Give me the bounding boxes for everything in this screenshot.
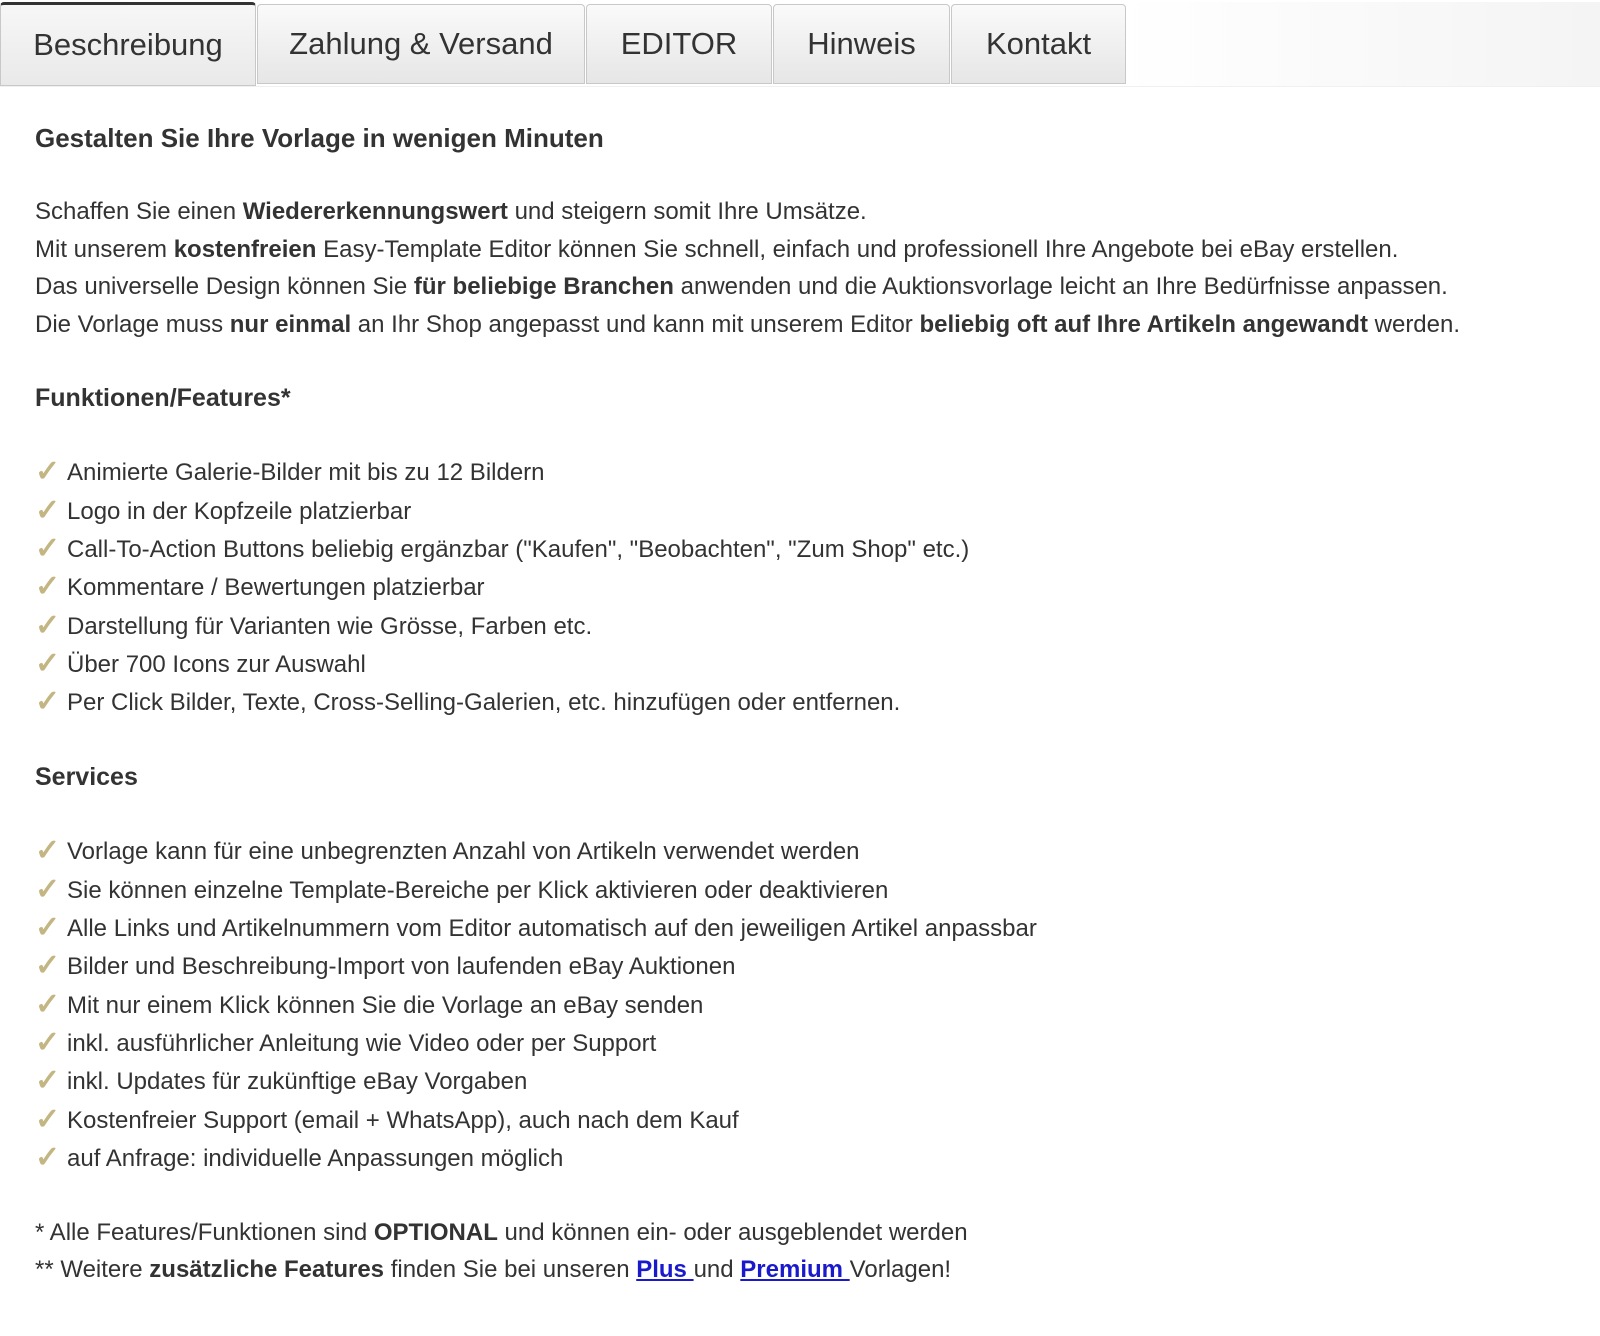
checkmark-icon: ✓: [35, 493, 61, 527]
footnote-bold: OPTIONAL: [373, 1219, 498, 1247]
intro-text: werden.: [1367, 310, 1461, 338]
intro-line-2: [35, 231, 1595, 269]
intro-bold: Wiedererkennungswert: [242, 198, 508, 225]
list-item: [35, 1025, 1595, 1063]
checkmark-icon: ✓: [35, 949, 61, 983]
intro-text: anwenden und die Auktionsvorlage leicht an Ihre Bedürfnisse anpassen.: [673, 273, 1448, 301]
tab-zahlung-versand[interactable]: Zahlung & Versand: [257, 4, 585, 84]
checkmark-icon: ✓: [35, 987, 61, 1021]
checkmark-icon: ✓: [35, 834, 61, 868]
list-item: [35, 987, 1595, 1025]
intro-paragraph: [35, 193, 1595, 343]
intro-bold: beliebig oft auf Ihre Artikeln angewandt: [919, 310, 1368, 338]
intro-text: Mit unserem: [35, 235, 174, 263]
list-item: [35, 948, 1595, 986]
feature-text: Animierte Galerie-Bilder mit bis zu 12 Bildern: [67, 459, 545, 487]
checkmark-icon: ✓: [35, 608, 61, 642]
tab-bar: [0, 2, 1600, 87]
feature-text: Call-To-Action Buttons beliebig ergänzbar ("Kaufen", "Beobachten", "Zum Shop" etc.): [67, 535, 970, 563]
intro-text: Easy-Template Editor können Sie schnell, einfach und professionell Ihre Angebote bei eBay erstellen.: [316, 235, 1399, 263]
plus-link[interactable]: Plus: [636, 1256, 694, 1284]
list-item: [35, 910, 1595, 948]
footnote-text: ** Weitere: [35, 1256, 150, 1284]
list-item: [35, 872, 1595, 910]
service-text: inkl. ausführlicher Anleitung wie Video oder per Support: [67, 1029, 657, 1057]
features-list: [35, 454, 1595, 722]
intro-bold: für beliebige Branchen: [413, 273, 674, 301]
footnotes: [35, 1214, 1595, 1288]
list-item: [35, 454, 1595, 492]
list-item: [35, 646, 1595, 684]
list-item: [35, 1102, 1595, 1140]
checkmark-icon: ✓: [35, 1025, 61, 1059]
feature-text: Kommentare / Bewertungen platzierbar: [67, 574, 485, 602]
feature-text: Logo in der Kopfzeile platzierbar: [67, 497, 412, 525]
intro-line-4: [35, 306, 1595, 344]
checkmark-icon: ✓: [35, 1140, 61, 1174]
intro-bold: nur einmal: [229, 310, 352, 338]
tab-editor[interactable]: EDITOR: [586, 4, 772, 84]
service-text: Vorlage kann für eine unbegrenzten Anzahl von Artikeln verwendet werden: [67, 838, 860, 866]
service-text: Sie können einzelne Template-Bereiche per Klick aktivieren oder deaktivieren: [67, 876, 889, 904]
footnote-text: und können ein- oder ausgeblendet werden: [497, 1219, 968, 1247]
feature-text: Per Click Bilder, Texte, Cross-Selling-Galerien, etc. hinzufügen oder entfernen.: [67, 689, 901, 717]
services-heading: Services: [35, 763, 138, 792]
list-item: [35, 608, 1595, 646]
footnote-text: und: [693, 1256, 741, 1284]
footnote-1: [35, 1214, 1595, 1251]
footnote-text: * Alle Features/Funktionen sind: [35, 1219, 374, 1247]
service-text: inkl. Updates für zukünftige eBay Vorgaben: [67, 1068, 528, 1096]
list-item: [35, 531, 1595, 569]
description-content: [35, 118, 1595, 1288]
premium-link[interactable]: Premium: [740, 1256, 850, 1284]
tab-hinweis[interactable]: Hinweis: [773, 4, 950, 84]
footnote-text: finden Sie bei unseren: [384, 1256, 637, 1284]
service-text: Mit nur einem Klick können Sie die Vorlage an eBay senden: [67, 991, 704, 1019]
service-text: Alle Links und Artikelnummern vom Editor automatisch auf den jeweiligen Artikel anpassbar: [67, 915, 1037, 943]
checkmark-icon: ✓: [35, 1102, 61, 1136]
intro-text: Die Vorlage muss: [35, 310, 230, 338]
service-text: auf Anfrage: individuelle Anpassungen möglich: [67, 1144, 564, 1172]
checkmark-icon: ✓: [35, 646, 61, 680]
page-title: Gestalten Sie Ihre Vorlage in wenigen Minuten: [35, 123, 604, 153]
intro-line-3: [35, 268, 1595, 306]
intro-line-1: [35, 193, 1595, 231]
checkmark-icon: ✓: [35, 570, 61, 604]
list-item: [35, 833, 1595, 871]
service-text: Kostenfreier Support (email + WhatsApp), auch nach dem Kauf: [67, 1106, 739, 1134]
service-text: Bilder und Beschreibung-Import von laufenden eBay Auktionen: [67, 953, 736, 981]
intro-text: Schaffen Sie einen: [35, 198, 243, 225]
list-item: [35, 1140, 1595, 1178]
services-list: [35, 833, 1595, 1178]
footnote-2: [35, 1251, 1595, 1288]
features-heading: Funktionen/Features*: [35, 384, 291, 413]
feature-text: Darstellung für Varianten wie Grösse, Farben etc.: [67, 612, 593, 640]
list-item: [35, 684, 1595, 722]
feature-text: Über 700 Icons zur Auswahl: [67, 650, 366, 678]
intro-text: an Ihr Shop angepasst und kann mit unserem Editor: [351, 310, 920, 338]
tab-kontakt[interactable]: Kontakt: [951, 4, 1126, 84]
footnote-bold: zusätzliche Features: [149, 1256, 385, 1284]
list-item: [35, 569, 1595, 607]
intro-bold: kostenfreien: [173, 235, 317, 263]
checkmark-icon: ✓: [35, 531, 61, 565]
checkmark-icon: ✓: [35, 911, 61, 945]
list-item: [35, 1063, 1595, 1101]
checkmark-icon: ✓: [35, 685, 61, 719]
checkmark-icon: ✓: [35, 1064, 61, 1098]
intro-text: Das universelle Design können Sie: [35, 273, 414, 301]
intro-text: und steigern somit Ihre Umsätze.: [507, 198, 867, 225]
checkmark-icon: ✓: [35, 872, 61, 906]
checkmark-icon: ✓: [35, 455, 61, 489]
footnote-text: Vorlagen!: [849, 1256, 952, 1284]
list-item: [35, 493, 1595, 531]
tab-beschreibung[interactable]: Beschreibung: [0, 2, 256, 86]
